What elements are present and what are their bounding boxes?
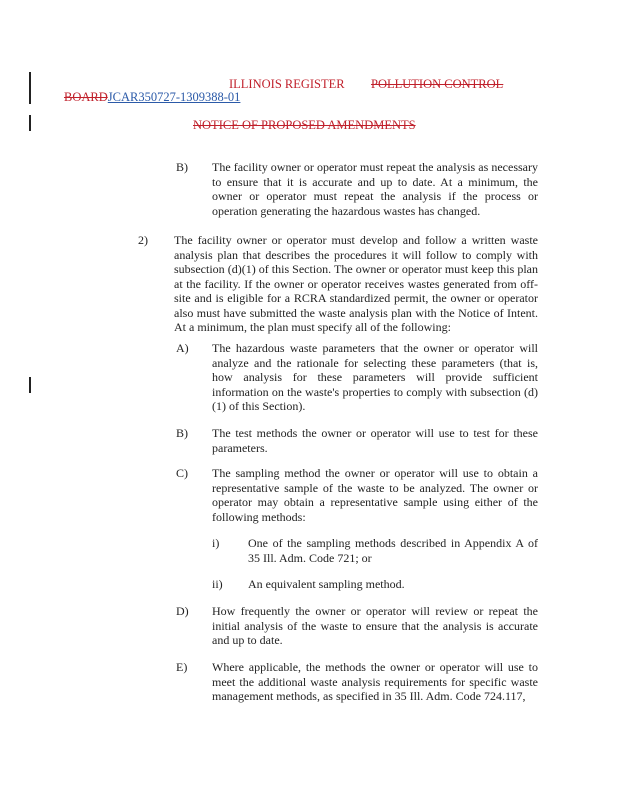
paragraph-c: The sampling method the owner or operator will use to obtain a representative sample of the waste to be analyzed. The owner or operator may obtain a representative sample using either of the following methods: <box>212 466 538 524</box>
paragraph-b1: The facility owner or operator must repeat the analysis as necessary to ensure that it is accurate and up to date. At a minimum, the owner or operator must repeat the analysis if the process or operation generating the hazardous wastes has changed. <box>212 160 538 218</box>
margin-change-bar <box>29 377 31 393</box>
item-label: B) <box>176 426 188 440</box>
paragraph-2: The facility owner or operator must develop and follow a written waste analysis plan that describes the procedures it will follow to comply with subsection (d)(1) of this Section. The owner or operator must keep this plan at the facility. If the owner or operator receives wastes generated from off-site and is eligible for a RCRA standardized permit, the owner or operator also must have submitted the waste analysis plan with the Notice of Intent. At a minimum, the plan must specify all of the following: <box>174 233 538 334</box>
margin-change-bar <box>29 72 31 104</box>
item-label: A) <box>176 341 189 355</box>
paragraph-i: One of the sampling methods described in Appendix A of 35 Ill. Adm. Code 721; or <box>248 536 538 565</box>
board-deleted: BOARD <box>64 90 108 104</box>
margin-change-bar <box>29 115 31 131</box>
jcar-code: JCAR350727-1309388-01 <box>107 90 241 104</box>
item-label: B) <box>176 160 188 174</box>
item-label: ii) <box>212 577 223 591</box>
paragraph-b2: The test methods the owner or operator will use to test for these parameters. <box>212 426 538 455</box>
paragraph-a: The hazardous waste parameters that the owner or operator will analyze and the rationale for selecting these parameters (that is, how analysis for these parameters will provide sufficient information on the waste's properties to comply with subsection (d)(1) of this Section). <box>212 341 538 413</box>
register-title: ILLINOIS REGISTER <box>229 77 345 91</box>
pollution-control-deleted: POLLUTION CONTROL <box>371 77 504 91</box>
paragraph-e: Where applicable, the methods the owner or operator will use to meet the additional waste analysis requirements for specific waste management methods, as specified in 35 Ill. Adm. Code 724.117, <box>212 660 538 703</box>
item-label: i) <box>212 536 220 550</box>
item-label: 2) <box>138 233 148 247</box>
paragraph-ii: An equivalent sampling method. <box>248 577 405 591</box>
paragraph-d: How frequently the owner or operator will review or repeat the initial analysis of the waste to ensure that the analysis is accurate and up to date. <box>212 604 538 647</box>
item-label: E) <box>176 660 188 674</box>
board-line <box>64 90 240 105</box>
item-label: C) <box>176 466 188 480</box>
item-label: D) <box>176 604 189 618</box>
notice-heading-deleted: NOTICE OF PROPOSED AMENDMENTS <box>193 118 416 132</box>
